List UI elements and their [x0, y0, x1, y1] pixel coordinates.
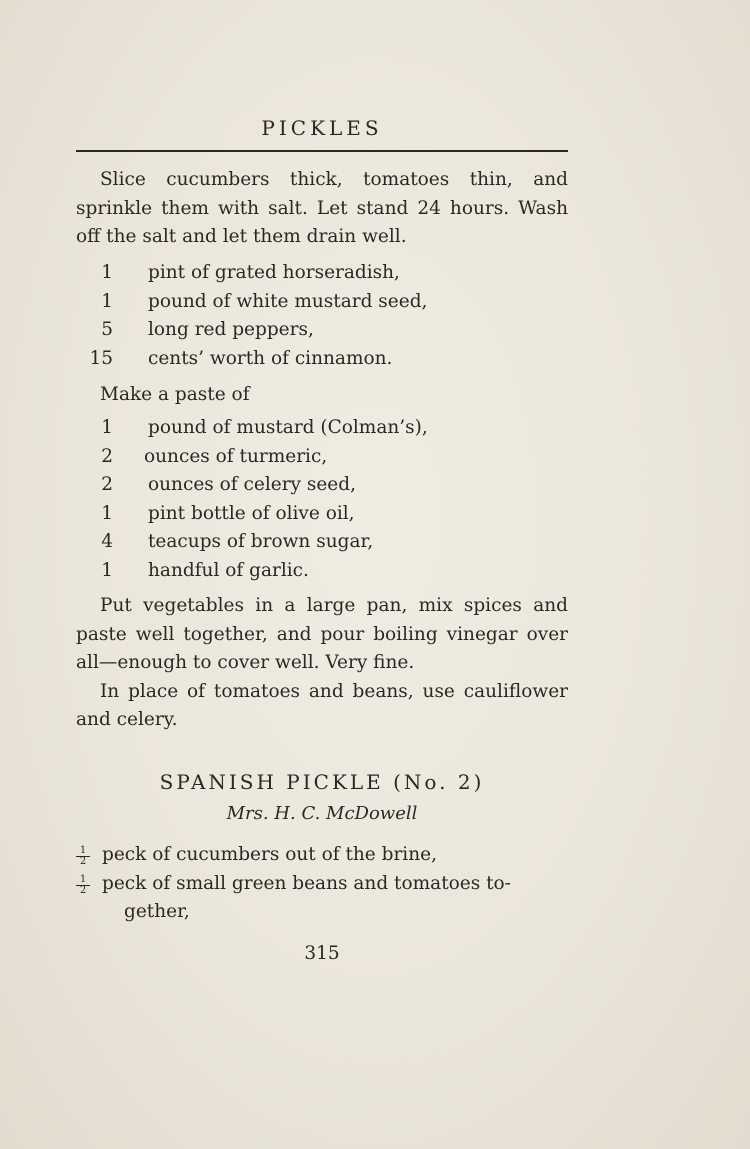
ingredient-qty: 2 [101, 474, 113, 495]
ingredient-qty: 1 [101, 290, 113, 312]
fraction-numerator: 1 [76, 846, 90, 857]
intro-paragraph: Slice cucumbers thick, tomatoes thin, and sprinkle them with salt. Let stand 24 hours. Wash off the salt and let them drain well. [76, 169, 568, 247]
ingredient-list-2 [76, 414, 568, 585]
header-rule [76, 150, 568, 152]
ingredient-text: ounces of turmeric, [144, 445, 328, 467]
intro-block [76, 166, 568, 252]
ingredient-item [76, 471, 568, 500]
ingredient-item [76, 841, 568, 870]
paste-intro-block [76, 381, 568, 410]
paste-intro: Make a paste of [100, 384, 250, 405]
ingredient-item [76, 414, 568, 443]
recipe2-ingredients [76, 841, 568, 927]
ingredient-text: handful of garlic. [148, 559, 309, 581]
recipe-title: SPANISH PICKLE (No. 2) [159, 770, 485, 794]
fraction [76, 875, 90, 896]
ingredient-item [76, 288, 568, 317]
directions-paragraph: Put vegetables in a large pan, mix spices and paste well together, and pour boiling vinegar over all—enough to cover well. Very fine. [76, 595, 568, 673]
ingredient-text: cents’ worth of cinnamon. [148, 347, 393, 369]
fraction-numerator: 1 [76, 875, 90, 886]
ingredient-item [76, 259, 568, 288]
ingredient-text: peck of cucumbers out of the brine, [102, 844, 437, 865]
fraction-denominator: 2 [79, 856, 87, 867]
ingredient-text: teacups of brown sugar, [148, 531, 374, 552]
ingredient-item [76, 500, 568, 529]
ingredient-item [76, 557, 568, 586]
directions-paragraph: In place of tomatoes and beans, use cauliflower and celery. [76, 680, 568, 730]
ingredient-text: pound of mustard (Colman’s), [148, 417, 428, 438]
fraction [76, 846, 90, 867]
ingredient-qty: 2 [101, 445, 113, 467]
ingredient-item [76, 870, 568, 899]
ingredient-text: pint of grated horseradish, [148, 262, 400, 283]
running-head: PICKLES [261, 116, 383, 140]
directions-block [76, 592, 568, 735]
ingredient-text: long red peppers, [148, 319, 314, 340]
ingredient-list-1 [76, 259, 568, 373]
ingredient-qty: 4 [101, 531, 113, 552]
ingredient-item [76, 528, 568, 557]
recipe-author: Mrs. H. C. McDowell [226, 803, 418, 824]
ingredient-qty: 1 [101, 262, 113, 283]
ingredient-item [76, 443, 568, 472]
fraction-denominator: 2 [79, 884, 87, 896]
ingredient-qty: 1 [101, 559, 113, 581]
ingredient-text: pint bottle of olive oil, [148, 502, 355, 524]
ingredient-text: ounces of celery seed, [148, 474, 356, 495]
ingredient-continuation [76, 898, 568, 927]
ingredient-qty: 1 [101, 417, 113, 438]
ingredient-qty: 15 [89, 347, 113, 369]
page-number: 315 [304, 943, 340, 964]
ingredient-qty: 1 [101, 502, 113, 524]
ingredient-text: pound of white mustard seed, [148, 290, 428, 312]
ingredient-text: peck of small green beans and tomatoes to- [102, 872, 511, 894]
ingredient-text: gether, [124, 901, 190, 922]
ingredient-item [76, 316, 568, 345]
ingredient-qty: 5 [101, 319, 113, 340]
ingredient-item [76, 345, 568, 374]
